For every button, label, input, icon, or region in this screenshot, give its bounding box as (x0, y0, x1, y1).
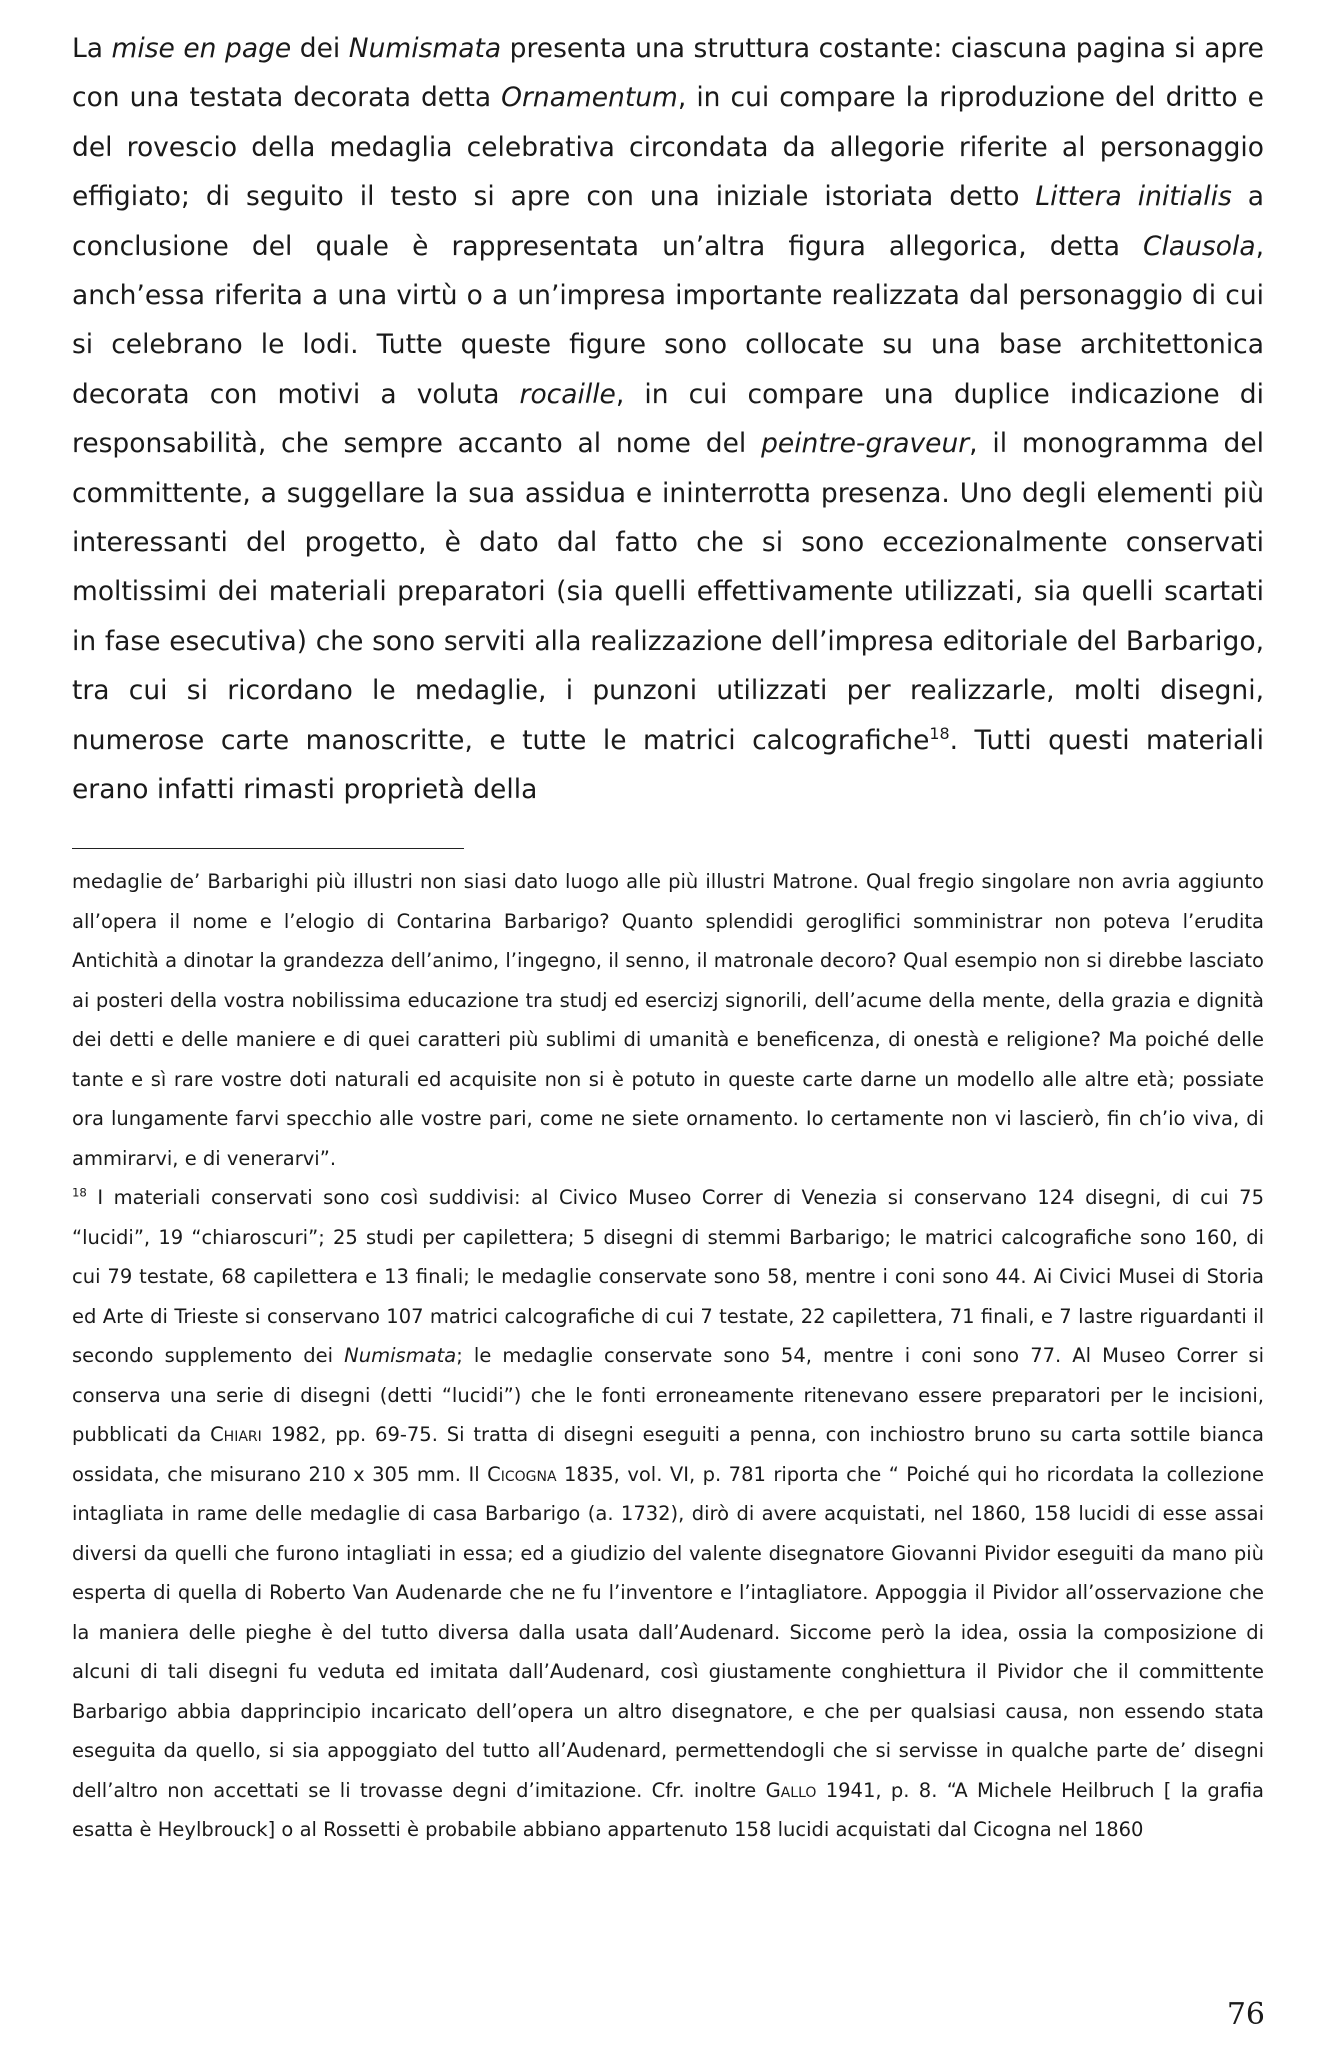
italic-title: Numismata (348, 33, 502, 64)
italic-term: peintre-graveur (761, 428, 970, 460)
text-run: 1982, pp. 69-75. Si tratta di disegni eseguiti a penna, con inchiostro bruno su carta sottile bianca ossidata, che misurano 210 x 305 mm. Il (72, 1423, 1265, 1486)
author-name: Gallo (765, 1778, 817, 1802)
text-run: , anch’essa riferita a una virtù o a un’impresa importante realizzata dal personaggio di cui si celebrano le lodi. Tutte queste figure sono collocate su una base architettonica decorata con motivi a voluta (72, 230, 1264, 410)
text-run: dei (291, 33, 349, 64)
italic-term: Ornamentum (501, 82, 678, 114)
italic-title: Numismata (344, 1344, 457, 1367)
page-number: 76 (1226, 1997, 1265, 2032)
text-run: a conclusione del quale è rappresentata un’altra figura allegorica, detta (72, 181, 1264, 262)
text-run: , in cui compare una duplice indicazione di responsabilità, che sempre accanto al nome del (72, 378, 1264, 460)
text-run: , il monogramma del committente, a suggellare la sua assidua e ininterrotta presenza. Uno degli elementi più interessanti del progetto, è dato dal fatto che si sono eccezionalmente conservati moltissimi dei materiali preparatori (sia quelli effettivamente utilizzati, sia quelli scartati in fase esecutiva) che sono serviti alla realizzazione dell’impresa editoriale del Barbarigo, tra cui si ricordano le medaglie, i punzoni utilizzati per realizzarle, molti disegni, numerose carte manoscritte, e tutte le matrici calcografiche (72, 428, 1265, 756)
main-paragraph (72, 24, 1264, 815)
footnotes (72, 862, 1264, 1850)
footnote-18 (72, 1178, 1264, 1850)
italic-term: mise en page (111, 33, 292, 64)
author-name: Cicogna (487, 1462, 557, 1486)
italic-term: Littera initialis (1035, 181, 1232, 213)
footnote-continuation: medaglie de’ Barbarighi più illustri non siasi dato luogo alle più illustri Matrone. Qual fregio singolare non avria aggiunto all’opera il nome e l’elogio di Contarina Barbarigo? Quanto splendidi geroglifici somministrar non poteva l’erudita Antichità a dinotar la grandezza dell’animo, l’ingegno, il senno, il matronale decoro? Qual esempio non si direbbe lasciato ai posteri della vostra nobilissima educazione tra studj ed esercizj signorili, dell’acume della mente, della grazia e dignità dei detti e delle maniere e di quei caratteri più sublimi di umanità e beneficenza, di onestà e religione? Ma poiché delle tante e sì rare vostre doti naturali ed acquisite non si è potuto in queste carte darne un modello alle altre età; possiate ora lungamente farvi specchio alle vostre pari, come ne siete ornamento. Io certamente non vi lascierò, fin ch’io viva, di ammirarvi, e di venerarvi”. (72, 870, 1264, 1170)
footnote-marker: 18 (72, 1185, 87, 1200)
text-run: I materiali conservati sono così suddivisi: al Civico Museo Correr di Venezia si conservano 124 disegni, di cui 75 “lucidi”, 19 “chiaroscuri”; 25 studi per capilettera; 5 disegni di stemmi Barbarigo; le matrici calcografiche sono 160, di cui 79 testate, 68 capilettera e 13 finali; le medaglie conservate sono 58, mentre i coni sono 44. Ai Civici Musei di Storia ed Arte di Trieste si conservano 107 matrici calcografiche di cui 7 testate, 22 capilettera, 71 finali, e 7 lastre riguardanti il secondo supplemento dei (72, 1186, 1264, 1367)
text-run: presenta una struttura costante: ciascuna pagina si apre con una testata decorata detta (72, 33, 1264, 114)
footnote-reference[interactable]: 18 (929, 723, 950, 743)
text-run: 1835, vol. VI, p. 781 riporta che “ Poiché qui ho ricordata la collezione intagliata in rame delle medaglie di casa Barbarigo (a. 1732), dirò di avere acquistati, nel 1860, 158 lucidi di esse assai diversi da quelli che furono intagliati in essa; ed a giudizio del valente disegnatore Giovanni Pividor eseguiti da mano più esperta di quella di Roberto Van Audenarde che ne fu l’inventore e l’intagliatore. Appoggia il Pividor all’osservazione che la maniera delle pieghe è del tutto diversa dalla usata dall’Audenard. Siccome però la idea, ossia la composizione di alcuni di tali disegni fu veduta ed imitata dall’Audenard, così giustamente conghiettura il Pividor che il committente Barbarigo abbia dapprincipio incaricato dell’opera un altro disegnatore, e che per qualsiasi causa, non essendo stata eseguita da quello, si sia appoggiato del tutto all’Audenard, permettendogli che si servisse in qualche parte de’ disegni dell’altro non accettati se li trovasse degni d’imitazione. Cfr. inoltre (72, 1462, 1264, 1802)
text-run: ; le medaglie conservate sono 54, mentre i coni sono 77. Al Museo Correr si conserva una serie di disegni (detti “lucidi”) che le fonti erroneamente ritenevano essere preparatori per le incisioni, pubblicati da (72, 1344, 1265, 1446)
text-run: . Tutti questi materiali erano infatti rimasti proprietà della (72, 724, 1264, 806)
author-name: Chiari (210, 1423, 262, 1446)
text-run: 1941, p. 8. “A Michele Heilbruch [ la grafia esatta è Heylbrouck] o al Rossetti è probabile abbiano appartenuto 158 lucidi acquistati dal Cicogna nel 1860 (72, 1778, 1264, 1841)
footnote-separator (72, 848, 464, 849)
italic-term: Clausola (1143, 230, 1256, 262)
text-run: La (72, 33, 112, 64)
italic-term: rocaille (519, 378, 616, 410)
text-run: , in cui compare la riproduzione del dritto e del rovescio della medaglia celebrativa circondata da allegorie riferite al personaggio effigiato; di seguito il testo si apre con una iniziale istoriata detto (72, 82, 1264, 213)
